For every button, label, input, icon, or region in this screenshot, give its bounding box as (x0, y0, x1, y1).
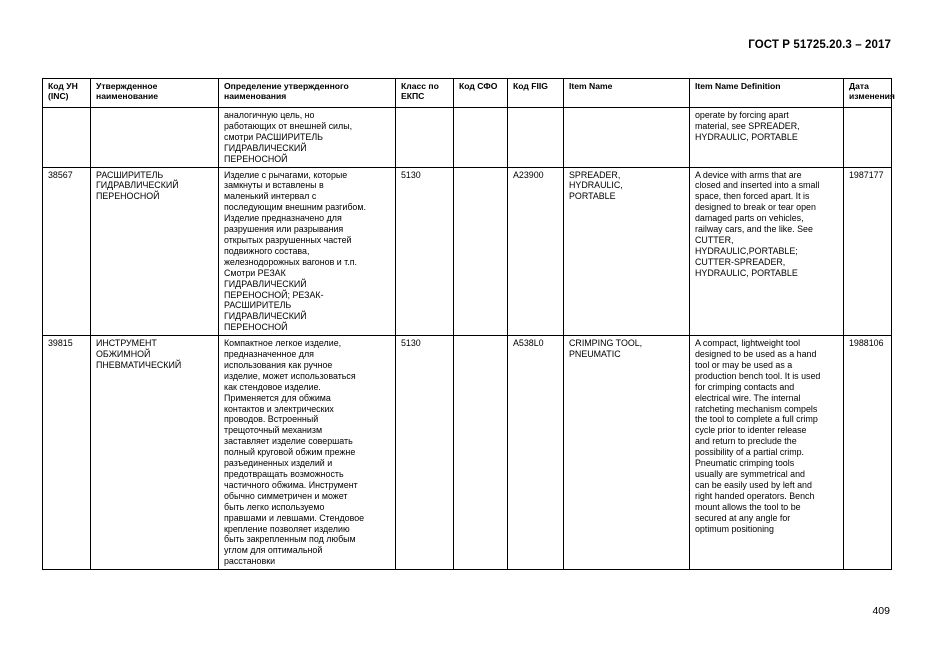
cell-ekps-class: 5130 (396, 336, 454, 570)
catalog-table (42, 78, 895, 570)
cell-ekps-class: 5130 (396, 167, 454, 336)
cell-inc (43, 108, 91, 168)
cell-definition: Компактное легкое изделие, предназначенное для использования как ручное изделие, может использоваться как стендовое изделие. Применяется для обжима контактов и электрических проводов. Встроенный трещоточный механизм заставляет изделие совершать полный круговой обжим прежне разъединенных изделий и предотвращать возможность частичного обжима. Инструмент обычно симметричен и может быть легко используемо правшами и левшами. Стендовое крепление позволяет изделию быть закрепленным под любым углом для оптимальной расстановки (219, 336, 396, 570)
column-header-change-date: Дата изменения (844, 79, 892, 108)
column-header-item-name: Item Name (564, 79, 690, 108)
cell-approved-name: РАСШИРИТЕЛЬ ГИДРАВЛИЧЕСКИЙ ПЕРЕНОСНОЙ (91, 167, 219, 336)
cell-change-date: 1988106 (844, 336, 892, 570)
cell-sfo-code (454, 108, 508, 168)
cell-change-date: 1987177 (844, 167, 892, 336)
column-header-sfo-code: Код СФО (454, 79, 508, 108)
cell-item-name-definition: operate by forcing apart material, see SPREADER, HYDRAULIC, PORTABLE (690, 108, 844, 168)
table-row (43, 167, 892, 336)
column-header-definition: Определение утвержденного наименования (219, 79, 396, 108)
cell-fiig-code: A23900 (508, 167, 564, 336)
table-header-row (43, 79, 892, 108)
cell-approved-name: ИНСТРУМЕНТ ОБЖИМНОЙ ПНЕВМАТИЧЕСКИЙ (91, 336, 219, 570)
cell-item-name-definition: A device with arms that are closed and inserted into a small space, then forced apart. It is designed to break or tear open damaged parts on vehicles, railway cars, and the like. See CUTTER, HYDRAULIC,PORTABLE; CUTTER-SPREADER, HYDRAULIC, PORTABLE (690, 167, 844, 336)
cell-item-name: SPREADER, HYDRAULIC, PORTABLE (564, 167, 690, 336)
cell-definition: аналогичную цель, но работающих от внешней силы, смотри РАСШИРИТЕЛЬ ГИДРАВЛИЧЕСКИЙ ПЕРЕНОСНОЙ (219, 108, 396, 168)
cell-fiig-code: A538L0 (508, 336, 564, 570)
cell-fiig-code (508, 108, 564, 168)
cell-inc: 39815 (43, 336, 91, 570)
column-header-inc: Код УН (INC) (43, 79, 91, 108)
cell-definition: Изделие с рычагами, которые замкнуты и вставлены в маленький интервал с последующим внешним разгибом. Изделие предназначено для разрушения или разрывания открытых разрушенных частей подвижного состава, железнодорожных вагонов и т.п. Смотри РЕЗАК ГИДРАВЛИЧЕСКИЙ ПЕРЕНОСНОЙ; РЕЗАК- РАСШИРИТЕЛЬ ГИДРАВЛИЧЕСКИЙ ПЕРЕНОСНОЙ (219, 167, 396, 336)
table-row (43, 108, 892, 168)
cell-ekps-class (396, 108, 454, 168)
column-header-item-name-definition: Item Name Definition (690, 79, 844, 108)
cell-approved-name (91, 108, 219, 168)
cell-sfo-code (454, 167, 508, 336)
cell-item-name-definition: A compact, lightweight tool designed to be used as a hand tool or may be used as a production bench tool. It is used for crimping contacts and electrical wire. The internal ratcheting mechanism compels the tool to complete a full crimp cycle prior to identer release and return to preclude the possibility of a partial crimp. Pneumatic crimping tools usually are symmetrical and can be easily used by left and right handed operators. Bench mount allows the tool to be secured at any angle for optimum positioning (690, 336, 844, 570)
cell-inc: 38567 (43, 167, 91, 336)
document-header: ГОСТ Р 51725.20.3 – 2017 (748, 39, 891, 51)
column-header-fiig-code: Код FIIG (508, 79, 564, 108)
table-row (43, 336, 892, 570)
cell-sfo-code (454, 336, 508, 570)
cell-item-name: CRIMPING TOOL, PNEUMATIC (564, 336, 690, 570)
page-number: 409 (872, 605, 890, 617)
column-header-approved-name: Утвержденное наименование (91, 79, 219, 108)
cell-item-name (564, 108, 690, 168)
column-header-ekps-class: Класс по ЕКПС (396, 79, 454, 108)
cell-change-date (844, 108, 892, 168)
